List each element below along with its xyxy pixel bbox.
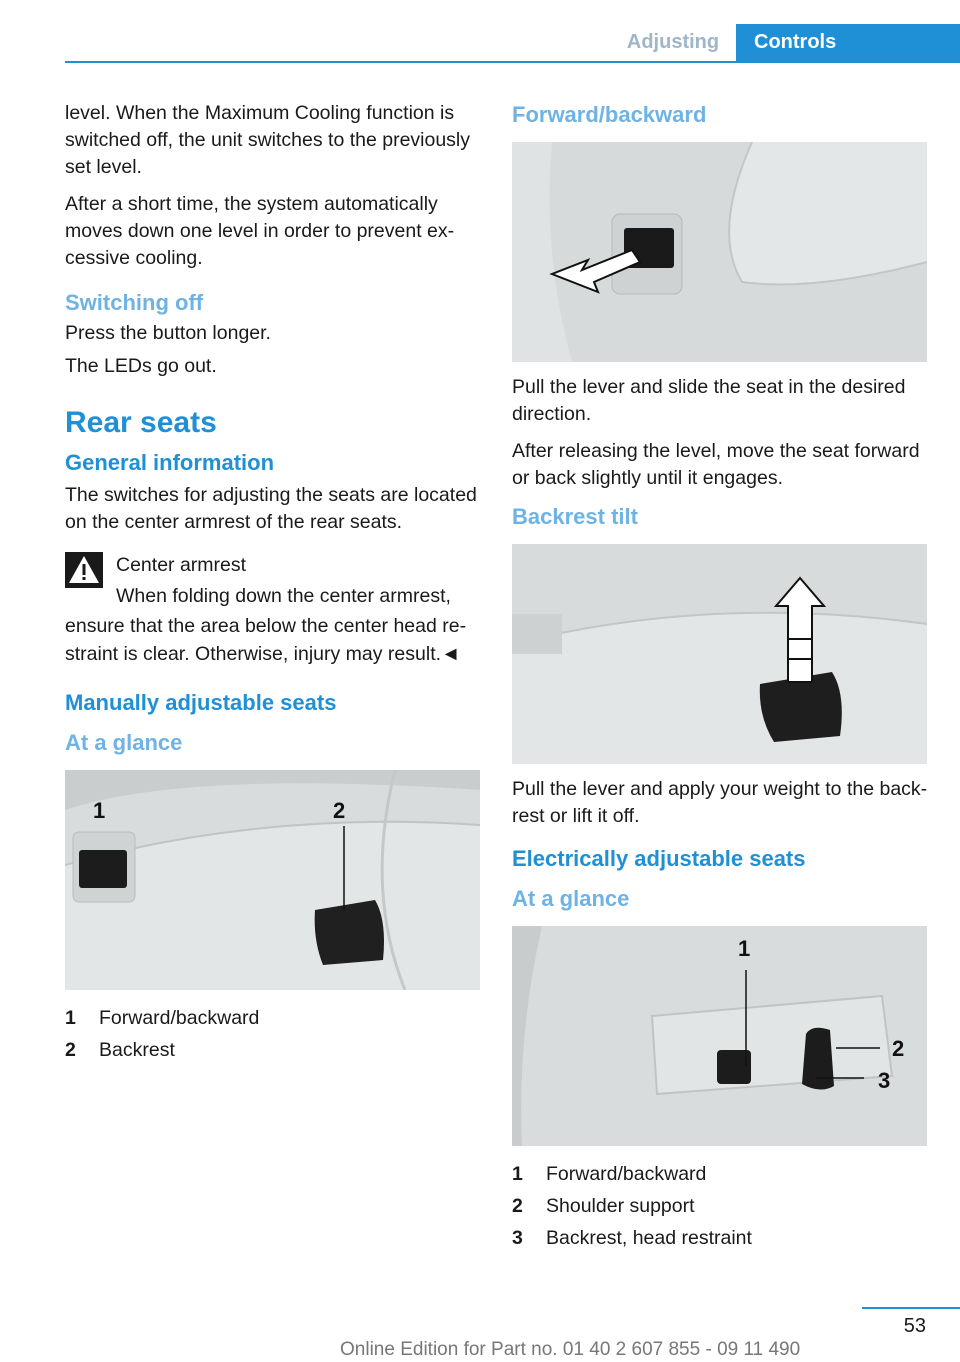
footer-edition: Online Edition for Part no. 01 40 2 607 855 - 09 11 490 [340,1339,801,1360]
warning-first-line: When folding down the center armrest, [116,585,451,607]
left-column [65,100,482,1066]
legend-text: Backrest, head restraint [546,1227,752,1249]
right-column [512,100,929,1254]
tab-adjusting[interactable]: Adjusting [626,31,720,53]
heading-at-a-glance-manual: At a glance [65,730,183,755]
figure-label-2: 2 [892,1036,905,1061]
heading-rear-seats: Rear seats [65,406,217,439]
warning-triangle-icon [65,552,103,588]
legend-text: Forward/backward [546,1163,707,1185]
warning-block [65,550,482,668]
legend-electric [512,1158,929,1254]
page-number: 53 [903,1315,926,1337]
legend-item [65,1034,482,1066]
legend-item [512,1222,929,1254]
heading-switching-off: Switching off [65,290,204,315]
warning-title: Center armrest [116,554,247,576]
paragraph-maximum-cooling: level. When the Maximum Cooling function is switched off, the unit switches to the previously set level. [65,102,471,178]
heading-electrically-adjustable: Electrically adjustable seats [512,846,806,871]
legend-text: Shoulder support [546,1195,695,1217]
heading-forward-backward: Forward/backward [512,102,707,127]
paragraph-switch-location: The switches for adjusting the seats are located on the center armrest of the rear seats. [65,484,477,533]
figure-label-1: 1 [93,798,106,823]
legend-text: Backrest [99,1039,175,1061]
legend-number: 2 [65,1039,76,1061]
warning-continuation: ensure that the area below the center head re‐straint is clear. Otherwise, injury may result.◄ [65,615,467,665]
header-rule [65,61,960,63]
paragraph-pull-lever-weight: Pull the lever and apply your weight to the back‐rest or lift it off. [512,778,928,827]
legend-item [65,1002,482,1034]
paragraph-leds-out: The LEDs go out. [65,355,217,377]
tab-controls[interactable]: Controls [736,24,960,61]
paragraph-press-button: Press the button longer. [65,322,271,344]
legend-number: 2 [512,1195,523,1217]
legend-text: Forward/backward [99,1007,260,1029]
legend-item [512,1158,929,1190]
figure-label-2: 2 [333,798,346,823]
figure-label-3: 3 [878,1068,891,1093]
heading-manually-adjustable: Manually adjustable seats [65,690,337,715]
paragraph-after-releasing: After releasing the level, move the seat forward or back slightly until it engages. [512,440,920,489]
figure-manual-seat-controls [65,770,480,990]
footer-rule [862,1307,960,1309]
paragraph-auto-level: After a short time, the system automatically moves down one level in order to prevent ex‐cessive cooling. [65,193,455,269]
figure-forward-backward [512,142,927,362]
legend-number: 3 [512,1227,523,1249]
figure-backrest-tilt [512,544,927,764]
figure-label-1: 1 [738,936,751,961]
heading-general-information: General information [65,450,275,475]
paragraph-pull-lever-slide: Pull the lever and slide the seat in the desired direction. [512,376,906,425]
legend-manual [65,1002,482,1066]
legend-item [512,1190,929,1222]
figure-electric-seat-controls [512,926,927,1146]
heading-at-a-glance-electric: At a glance [512,886,630,911]
legend-number: 1 [512,1163,523,1185]
legend-number: 1 [65,1007,76,1029]
heading-backrest-tilt: Backrest tilt [512,504,638,529]
